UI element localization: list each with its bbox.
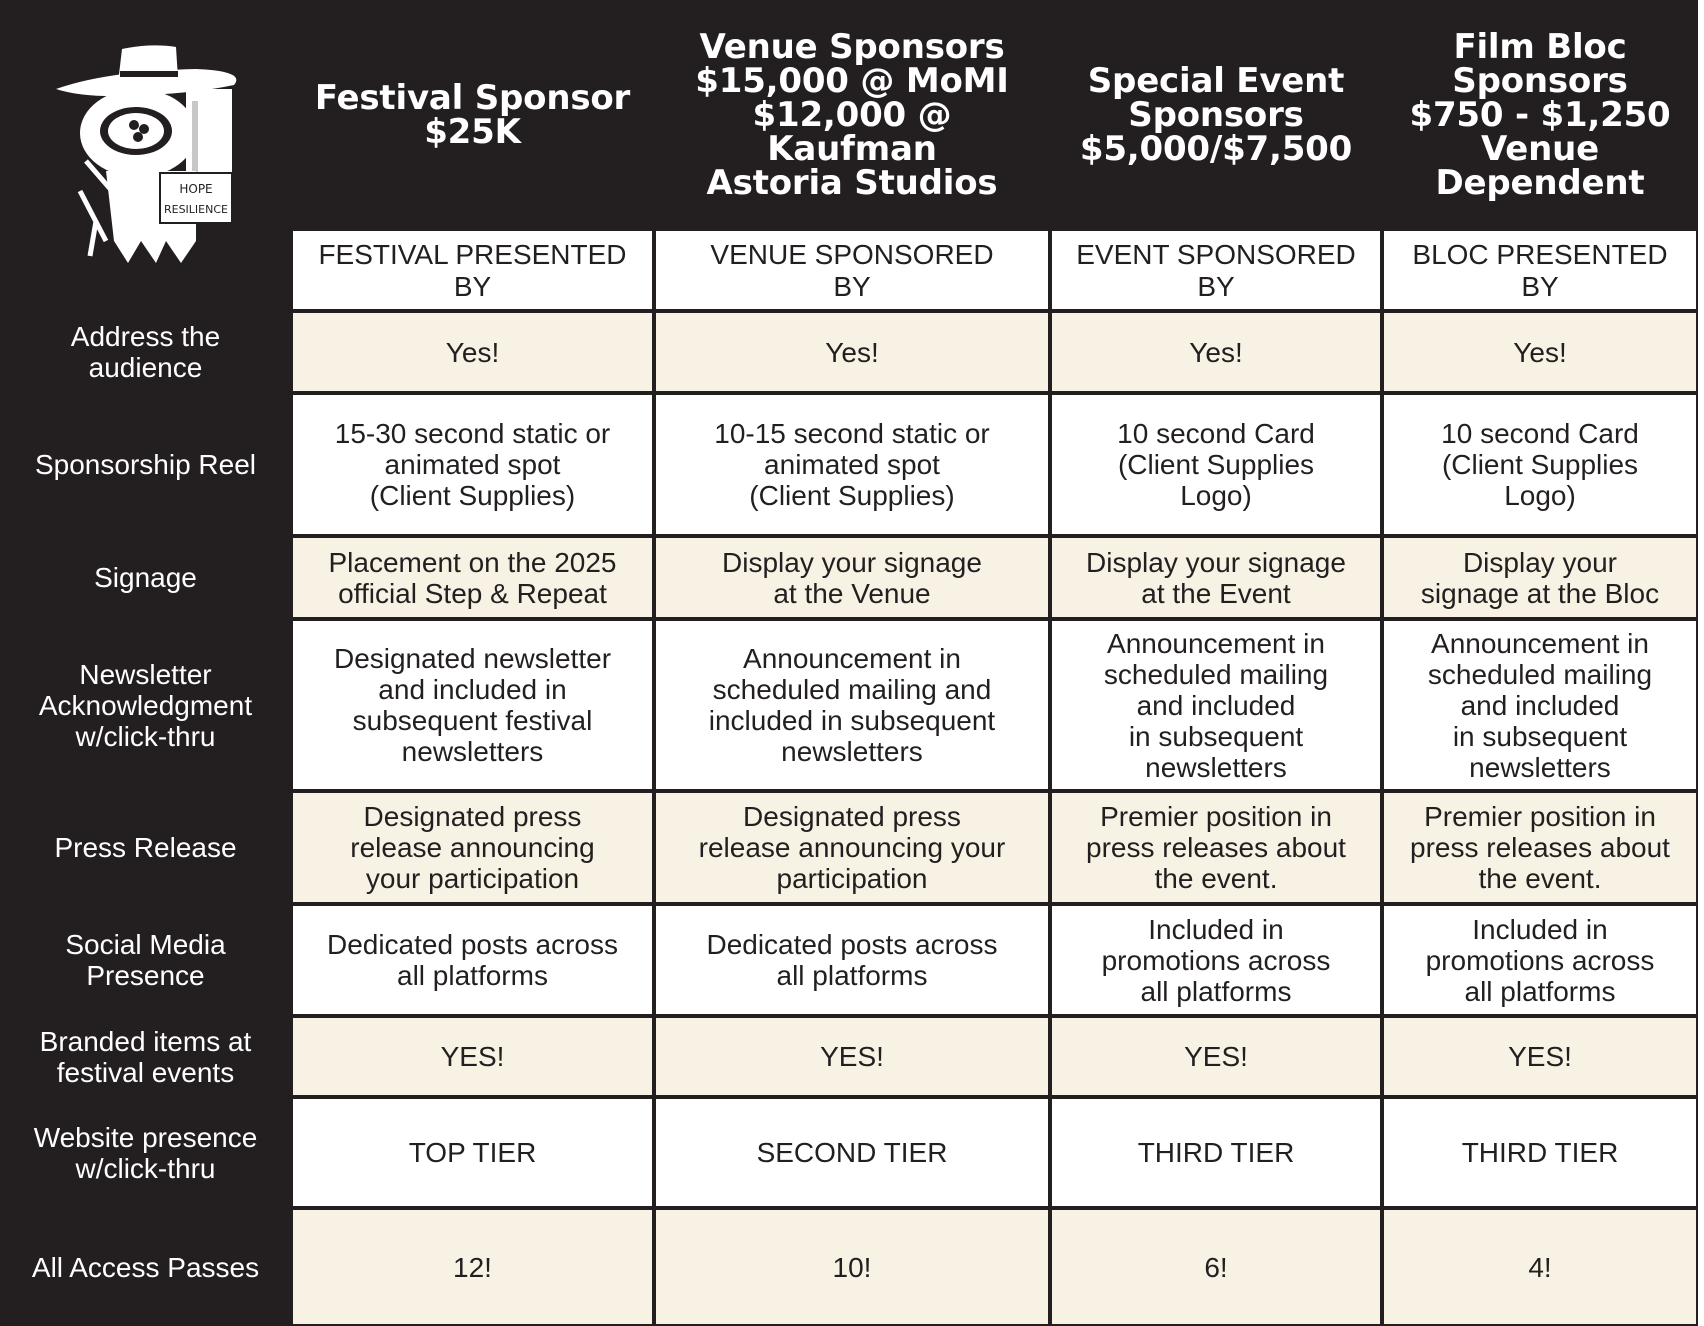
hat-figure-logo-icon <box>46 41 246 271</box>
table-cell: 10-15 second static or animated spot (Client Supplies) <box>654 393 1050 536</box>
table-cell: Yes! <box>654 311 1050 393</box>
logo-sign-line2: RESILIENCE <box>163 202 228 216</box>
tier-header-film-bloc: Film Bloc Sponsors $750 - $1,250 Venue Dependent <box>1409 26 1671 203</box>
table-cell: Included in promotions across all platforms <box>1382 904 1698 1016</box>
table-cell: Designated press release announcing your participation <box>654 791 1050 904</box>
row-label-newsletter: Newsletter Acknowledgment w/click-thru <box>38 658 253 752</box>
table-cell: Yes! <box>1050 311 1382 393</box>
table-cell: Display your signage at the Venue <box>654 536 1050 619</box>
logo-sign-line1: HOPE <box>178 181 213 196</box>
table-cell: YES! <box>1050 1016 1382 1097</box>
row-label-all-access-passes: All Access Passes <box>31 1251 260 1283</box>
festival-logo <box>0 0 291 311</box>
table-cell: Announcement in scheduled mailing and included in subsequent newsletters <box>1382 619 1698 791</box>
table-cell: THIRD TIER <box>1050 1097 1382 1208</box>
tier-header-venue: Venue Sponsors $15,000 @ MoMI $12,000 @ Kaufman Astoria Studios <box>695 26 1009 203</box>
table-cell: 15-30 second static or animated spot (Client Supplies) <box>291 393 654 536</box>
presented-by-venue: VENUE SPONSORED BY <box>654 229 1050 311</box>
table-cell: Designated newsletter and included in subsequent festival newsletters <box>291 619 654 791</box>
row-label-signage: Signage <box>94 562 197 593</box>
table-cell: Dedicated posts across all platforms <box>291 904 654 1016</box>
table-cell: THIRD TIER <box>1382 1097 1698 1208</box>
presented-by-festival: FESTIVAL PRESENTED BY <box>291 229 654 311</box>
table-cell: YES! <box>654 1016 1050 1097</box>
row-label-address-audience: Address the audience <box>70 321 221 383</box>
table-cell: 10 second Card (Client Supplies Logo) <box>1050 393 1382 536</box>
tier-header-festival: Festival Sponsor $25K <box>314 77 631 152</box>
table-cell: SECOND TIER <box>654 1097 1050 1208</box>
table-cell: Included in promotions across all platforms <box>1050 904 1382 1016</box>
row-label-sponsorship-reel: Sponsorship Reel <box>34 449 257 480</box>
table-cell: 6! <box>1050 1208 1382 1326</box>
presented-by-event: EVENT SPONSORED BY <box>1050 229 1382 311</box>
row-label-press-release: Press Release <box>54 832 237 863</box>
table-cell: Announcement in scheduled mailing and included in subsequent newsletters <box>1050 619 1382 791</box>
table-cell: Premier position in press releases about the event. <box>1050 791 1382 904</box>
table-cell: 4! <box>1382 1208 1698 1326</box>
table-cell: Yes! <box>291 311 654 393</box>
table-cell: Placement on the 2025 official Step & Repeat <box>291 536 654 619</box>
table-cell: Premier position in press releases about the event. <box>1382 791 1698 904</box>
table-cell: 12! <box>291 1208 654 1326</box>
presented-by-bloc: BLOC PRESENTED BY <box>1382 229 1698 311</box>
table-cell: 10 second Card (Client Supplies Logo) <box>1382 393 1698 536</box>
table-cell: Designated press release announcing your participation <box>291 791 654 904</box>
table-cell: YES! <box>1382 1016 1698 1097</box>
tier-header-special-event: Special Event Sponsors $5,000/$7,500 <box>1079 60 1353 169</box>
table-cell: Dedicated posts across all platforms <box>654 904 1050 1016</box>
table-cell: Display your signage at the Event <box>1050 536 1382 619</box>
row-label-website-presence: Website presence w/click-thru <box>33 1121 258 1184</box>
table-cell: Announcement in scheduled mailing and included in subsequent newsletters <box>654 619 1050 791</box>
table-cell: Yes! <box>1382 311 1698 393</box>
row-label-branded-items: Branded items at festival events <box>39 1025 252 1088</box>
table-cell: TOP TIER <box>291 1097 654 1208</box>
table-cell: 10! <box>654 1208 1050 1326</box>
row-label-social-media: Social Media Presence <box>65 929 226 991</box>
table-cell: Display your signage at the Bloc <box>1382 536 1698 619</box>
table-cell: YES! <box>291 1016 654 1097</box>
